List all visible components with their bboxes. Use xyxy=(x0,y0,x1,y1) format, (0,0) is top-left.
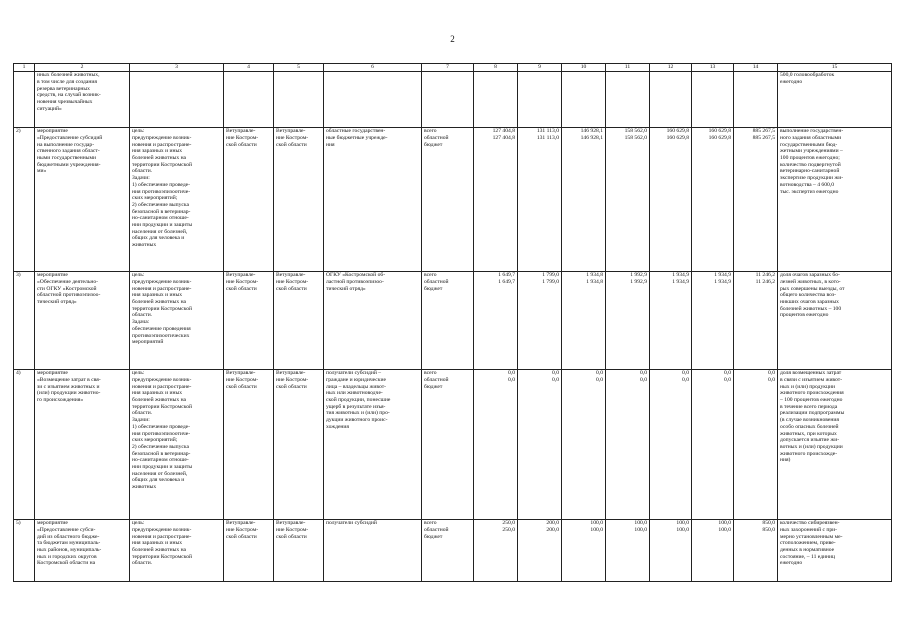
funding-amount-cell-value: 1 934,9 xyxy=(672,272,689,279)
expected-result-cell: выполнение государствен- ного задания областными государственными бюд- жетными учреждениями – 100 процентов ежегодно; количество подвергнутой ветеринарно-санитарной экспертизе продукции жи- вотноводства – 4 600,0 тыс. экспертиз ежегодно xyxy=(778,127,892,271)
funding-amount-cell-value: 158 562,0 xyxy=(624,128,647,135)
funding-amount-cell-value: 1 934,9 xyxy=(714,272,731,279)
row-number-cell: 4) xyxy=(14,369,35,519)
column-header: 3 xyxy=(130,64,224,72)
column-number-header-row xyxy=(14,64,892,72)
funding-amount-cell-value: 160 629,8 xyxy=(666,128,689,135)
recipient-cell xyxy=(324,71,422,127)
funding-amount-cell xyxy=(734,71,778,127)
funding-amount-cell-value: 1 934,8 xyxy=(586,278,603,285)
column-header: 6 xyxy=(324,64,422,72)
funding-amount-cell xyxy=(474,127,518,271)
funding-amount-cell-value: 160 629,8 xyxy=(666,134,689,141)
funding-amount-cell xyxy=(474,369,518,519)
funding-amount-cell-value: 200,0 xyxy=(546,520,559,527)
funding-amount-cell xyxy=(474,271,518,369)
funding-amount-cell-value: 850,0 xyxy=(762,520,775,527)
funding-amount-cell-value: 1 934,9 xyxy=(714,278,731,285)
funding-amount-cell-value: 100,0 xyxy=(590,526,603,533)
funding-amount-cell xyxy=(474,71,518,127)
row-number-cell: 5) xyxy=(14,519,35,581)
column-header: 14 xyxy=(734,64,778,72)
funding-amount-cell xyxy=(692,71,734,127)
funding-source-cell-value: областной бюджет xyxy=(424,278,449,292)
goal-tasks-cell: цель: предупреждение возник- новения и распростране- ния заразных и иных болезней животных на территории Костромской области. Задачи: 1) обеспечение проведе- ния противоэпизоотиче- ских мероприятий; 2) обеспечение выпуска безопасной в ветеринар- но-санитарном отноше- нии продукции и защиты населения от болезней, общих для человека и животных xyxy=(130,127,224,271)
funding-amount-cell xyxy=(606,519,650,581)
funding-source-cell xyxy=(422,127,474,271)
funding-amount-cell xyxy=(734,369,778,519)
coexecutor-cell: Ветуправле- ние Костром- ской области xyxy=(274,271,324,369)
funding-amount-cell-value: 0,0 xyxy=(640,370,647,377)
coexecutor-cell: Ветуправле- ние Костром- ской области xyxy=(274,519,324,581)
funding-source-cell xyxy=(422,369,474,519)
goal-tasks-cell xyxy=(130,71,224,127)
column-header: 7 xyxy=(422,64,474,72)
funding-amount-cell-value: 100,0 xyxy=(718,526,731,533)
expected-result-cell: 500,0 головообработок ежегодно xyxy=(778,71,892,127)
column-header: 11 xyxy=(606,64,650,72)
funding-amount-cell-value: 1 992,9 xyxy=(630,278,647,285)
funding-source-cell-value: всего xyxy=(424,128,437,135)
funding-amount-cell xyxy=(650,127,692,271)
program-table xyxy=(13,63,892,582)
funding-amount-cell xyxy=(650,71,692,127)
coexecutor-cell: Ветуправле- ние Костром- ской области xyxy=(274,369,324,519)
funding-amount-cell-value: 100,0 xyxy=(676,520,689,527)
expected-result-cell: количество сибиреязвен- ных захоронений с при- мерно установленным ме- стоположением, приве- денных в нормативное состояние, – 11 единиц ежегодно xyxy=(778,519,892,581)
funding-amount-cell-value: 0,0 xyxy=(640,376,647,383)
row-number-cell: 3) xyxy=(14,271,35,369)
funding-source-cell-value: всего xyxy=(424,520,437,527)
funding-amount-cell xyxy=(518,127,562,271)
funding-amount-cell-value: 131 113,0 xyxy=(536,128,559,135)
funding-amount-cell-value: 0,0 xyxy=(724,370,731,377)
funding-amount-cell xyxy=(606,127,650,271)
column-header: 1 xyxy=(14,64,35,72)
funding-source-cell xyxy=(422,519,474,581)
funding-amount-cell-value: 127 404,8 xyxy=(492,134,515,141)
funding-amount-cell-value: 100,0 xyxy=(634,520,647,527)
funding-amount-cell xyxy=(518,519,562,581)
column-header: 4 xyxy=(224,64,274,72)
responsible-executor-cell: Ветуправле- ние Костром- ской области xyxy=(224,519,274,581)
funding-amount-cell-value: 1 934,9 xyxy=(672,278,689,285)
funding-amount-cell-value: 160 629,8 xyxy=(708,134,731,141)
funding-amount-cell-value: 11 246,2 xyxy=(755,278,775,285)
funding-amount-cell-value: 0,0 xyxy=(552,370,559,377)
funding-amount-cell xyxy=(606,369,650,519)
event-name-cell: мероприятие «Предоставление субси- дий из областного бюдже- та бюджетам муниципаль- ных районов, муниципаль- ных и городских округов Костромской области на xyxy=(35,519,130,581)
expected-result-cell: доля очагов заразных бо- лезней животных, в кото- рых совершены выезды, от общего количества воз- никших очагов заразных болезней животных – 100 процентов ежегодно xyxy=(778,271,892,369)
funding-amount-cell xyxy=(650,369,692,519)
funding-amount-cell xyxy=(734,519,778,581)
funding-amount-cell xyxy=(562,519,606,581)
funding-source-cell xyxy=(422,271,474,369)
funding-source-cell-value: всего xyxy=(424,370,437,377)
funding-amount-cell xyxy=(518,71,562,127)
funding-amount-cell-value: 885 267,5 xyxy=(752,134,775,141)
funding-amount-cell-value: 0,0 xyxy=(508,376,515,383)
goal-tasks-cell: цель: предупреждение возник- новения и распростране- ния заразных и иных болезней животных на территории Костромской области. xyxy=(130,519,224,581)
goal-tasks-cell: цель: предупреждение возник- новения и распростране- ния заразных и иных болезней животных на территории Костромской области. Задача: обеспечение проведения противоэпизоотических мероприятий xyxy=(130,271,224,369)
funding-amount-cell-value: 131 113,0 xyxy=(536,134,559,141)
funding-amount-cell-value: 850,0 xyxy=(762,526,775,533)
row-number-cell xyxy=(14,71,35,127)
funding-source-cell-value: всего xyxy=(424,272,437,279)
recipient-cell: получатели субсидий – граждане и юридические лица – владельцы живот- ных или животноводче- ской продукции, понесшие ущерб в результате изъя- тия животных и (или) про- дукции животного проис- хождения xyxy=(324,369,422,519)
funding-amount-cell-value: 0,0 xyxy=(552,376,559,383)
funding-amount-cell xyxy=(562,71,606,127)
funding-amount-cell-value: 1 799,0 xyxy=(542,272,559,279)
funding-source-cell-value: областной бюджет xyxy=(424,134,449,148)
row-number-cell: 2) xyxy=(14,127,35,271)
coexecutor-cell: Ветуправле- ние Костром- ской области xyxy=(274,127,324,271)
funding-amount-cell xyxy=(606,71,650,127)
funding-amount-cell xyxy=(692,369,734,519)
funding-source-cell-value: областной бюджет xyxy=(424,526,449,540)
funding-amount-cell xyxy=(692,519,734,581)
funding-source-cell-value: областной бюджет xyxy=(424,376,449,390)
funding-amount-cell-value: 0,0 xyxy=(682,376,689,383)
responsible-executor-cell xyxy=(224,71,274,127)
goal-tasks-cell: цель: предупреждение возник- новения и распростране- ния заразных и иных болезней животных на территории Костромской области. Задачи: 1) обеспечение проведе- ния противоэпизоотиче- ских мероприятий; 2) обеспечение выпуска безопасной в ветеринар- но-санитарном отноше- нии продукции и защиты населения от болезней, общих для человека и животных xyxy=(130,369,224,519)
recipient-cell: ОГКУ «Костромской об- ластной противоэпизоо- тический отряд» xyxy=(324,271,422,369)
column-header: 9 xyxy=(518,64,562,72)
coexecutor-cell xyxy=(274,71,324,127)
funding-amount-cell-value: 100,0 xyxy=(590,520,603,527)
funding-amount-cell xyxy=(734,271,778,369)
funding-amount-cell xyxy=(650,519,692,581)
recipient-cell: областные государствен- ные бюджетные учрежде- ния xyxy=(324,127,422,271)
funding-source-cell xyxy=(422,71,474,127)
column-header: 12 xyxy=(650,64,692,72)
funding-amount-cell-value: 200,0 xyxy=(546,526,559,533)
event-name-cell: иных болезней животных, в том числе для создания резерва ветеринарных средств, на случай возник- новения чрезвычайных ситуаций» xyxy=(35,71,130,127)
table-row xyxy=(14,71,892,127)
funding-amount-cell-value: 0,0 xyxy=(724,376,731,383)
column-header: 5 xyxy=(274,64,324,72)
column-header: 2 xyxy=(35,64,130,72)
recipient-cell: получатели субсидий xyxy=(324,519,422,581)
funding-amount-cell xyxy=(692,271,734,369)
responsible-executor-cell: Ветуправле- ние Костром- ской области xyxy=(224,369,274,519)
funding-amount-cell-value: 250,0 xyxy=(502,520,515,527)
funding-amount-cell xyxy=(562,271,606,369)
funding-amount-cell xyxy=(606,271,650,369)
funding-amount-cell xyxy=(650,271,692,369)
funding-amount-cell-value: 250,0 xyxy=(502,526,515,533)
column-header: 15 xyxy=(778,64,892,72)
funding-amount-cell-value: 0,0 xyxy=(596,370,603,377)
funding-amount-cell-value: 0,0 xyxy=(682,370,689,377)
event-name-cell: мероприятие «Предоставление субсидий на выполнение государ- ственного задания област- ными государственными бюджетными учреждения- ми» xyxy=(35,127,130,271)
funding-amount-cell-value: 1 992,9 xyxy=(630,272,647,279)
funding-amount-cell-value: 0,0 xyxy=(596,376,603,383)
table-row xyxy=(14,369,892,519)
funding-amount-cell-value: 160 629,8 xyxy=(708,128,731,135)
funding-amount-cell-value: 0,0 xyxy=(768,376,775,383)
funding-amount-cell xyxy=(562,127,606,271)
funding-amount-cell xyxy=(562,369,606,519)
funding-amount-cell-value: 146 928,1 xyxy=(580,134,603,141)
page-number: 2 xyxy=(450,34,455,44)
funding-amount-cell-value: 1 799,0 xyxy=(542,278,559,285)
funding-amount-cell-value: 100,0 xyxy=(634,526,647,533)
expected-result-cell: доля возмещенных затрат в связи с изъятием живот- ных и (или) продукции животного происхождения – 100 процентов ежегодно в течение всего периода реализации подпрограммы (в случае возникновения особо опасных болезней животных, при которых допускается изъятие жи- вотных и (или) продукции животного происхожде- ния) xyxy=(778,369,892,519)
table-row xyxy=(14,271,892,369)
column-header: 10 xyxy=(562,64,606,72)
funding-amount-cell-value: 0,0 xyxy=(508,370,515,377)
funding-amount-cell xyxy=(518,369,562,519)
table-row xyxy=(14,519,892,581)
funding-amount-cell-value: 127 404,8 xyxy=(492,128,515,135)
column-header: 8 xyxy=(474,64,518,72)
funding-amount-cell-value: 158 562,0 xyxy=(624,134,647,141)
funding-amount-cell xyxy=(734,127,778,271)
funding-amount-cell-value: 885 267,5 xyxy=(752,128,775,135)
funding-amount-cell xyxy=(518,271,562,369)
funding-amount-cell-value: 1 649,7 xyxy=(498,272,515,279)
event-name-cell: мероприятие «Обеспечение деятельно- сти ОГКУ «Костромской областной противоэпизоо- тический отряд» xyxy=(35,271,130,369)
column-header: 13 xyxy=(692,64,734,72)
funding-amount-cell-value: 100,0 xyxy=(718,520,731,527)
funding-amount-cell xyxy=(474,519,518,581)
funding-amount-cell-value: 146 928,1 xyxy=(580,128,603,135)
event-name-cell: мероприятие «Возмещение затрат в свя- зи с изъятием животных и (или) продукции животно- го происхождения» xyxy=(35,369,130,519)
funding-amount-cell-value: 100,0 xyxy=(676,526,689,533)
responsible-executor-cell: Ветуправле- ние Костром- ской области xyxy=(224,271,274,369)
funding-amount-cell-value: 1 934,8 xyxy=(586,272,603,279)
table-row xyxy=(14,127,892,271)
funding-amount-cell-value: 1 649,7 xyxy=(498,278,515,285)
responsible-executor-cell: Ветуправле- ние Костром- ской области xyxy=(224,127,274,271)
funding-amount-cell-value: 0,0 xyxy=(768,370,775,377)
funding-amount-cell xyxy=(692,127,734,271)
funding-amount-cell-value: 11 246,2 xyxy=(755,272,775,279)
